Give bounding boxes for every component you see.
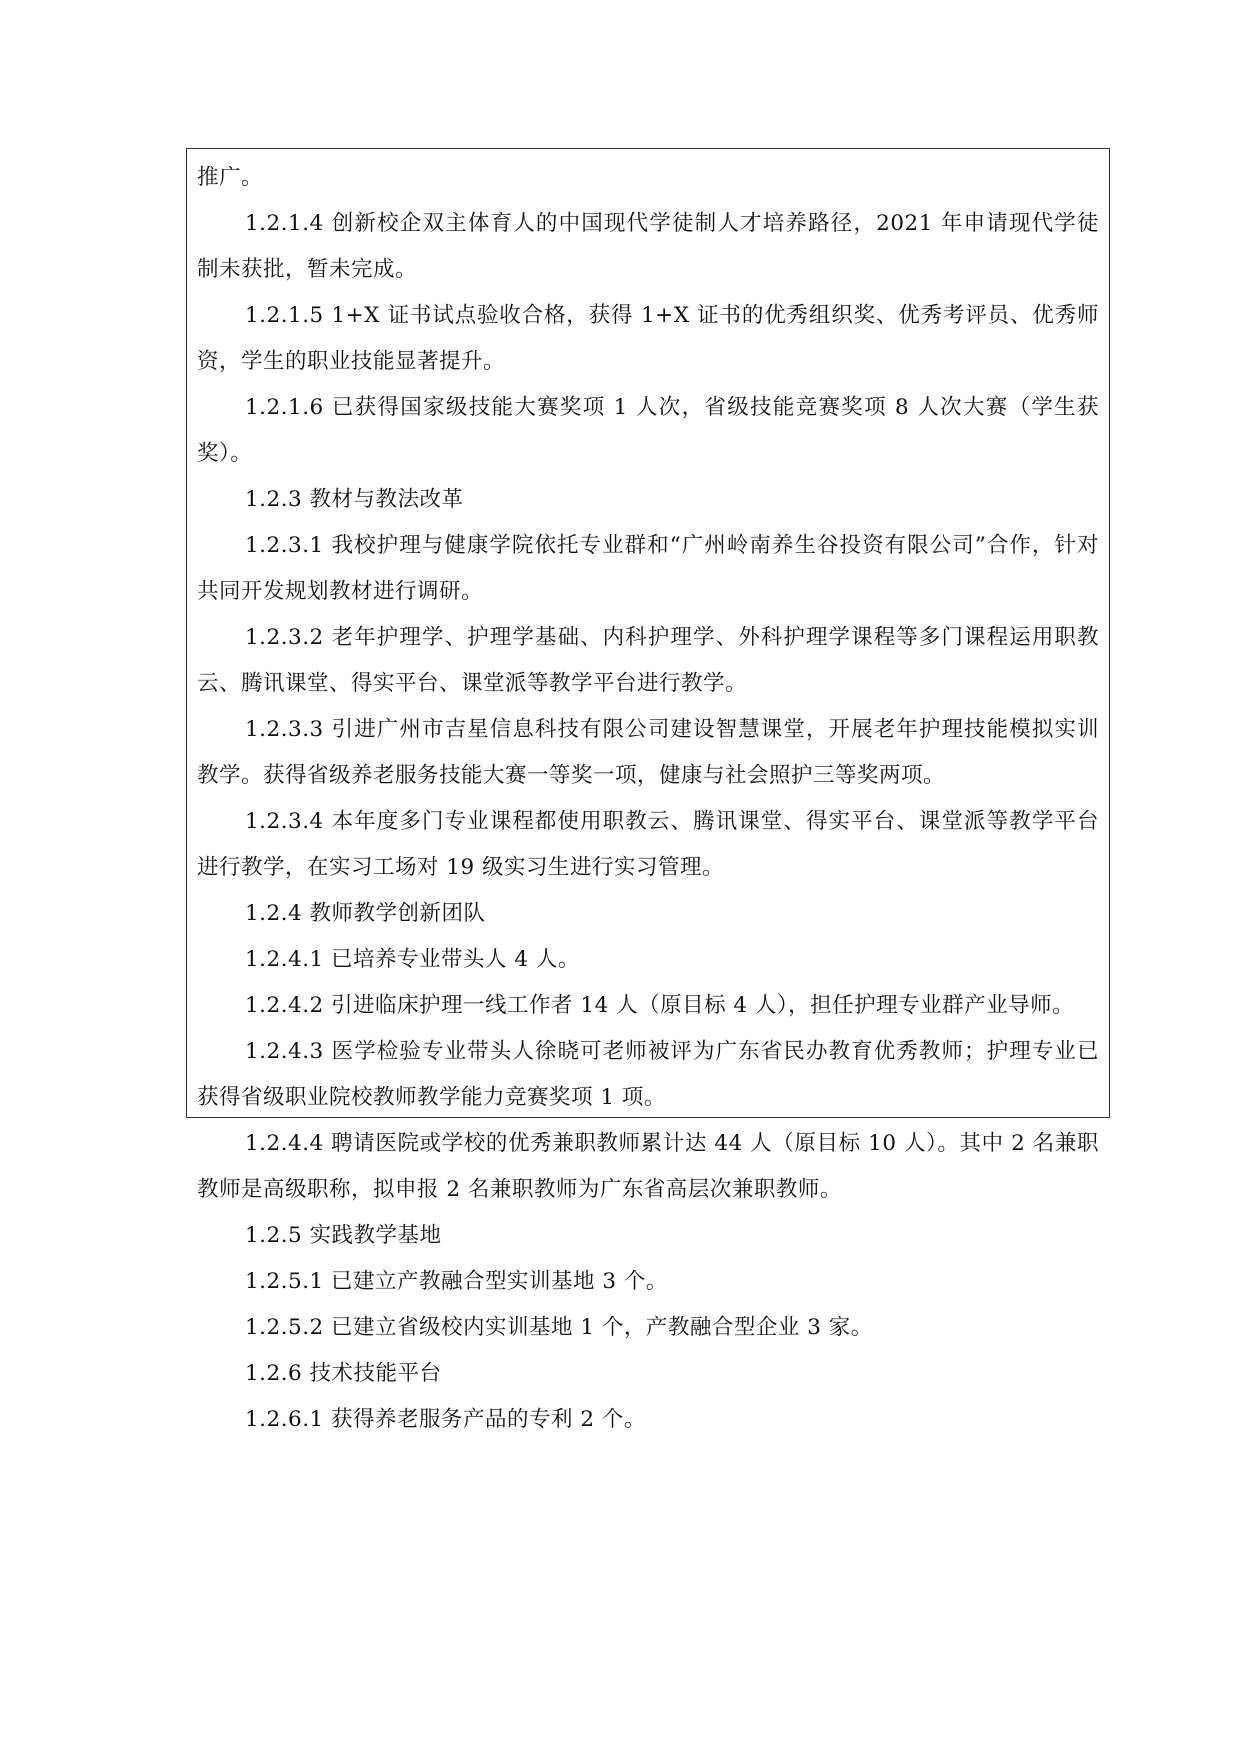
paragraph-1-2-4-3: 1.2.4.3 医学检验专业带头人徐晓可老师被评为广东省民办教育优秀教师；护理专业已获得省级职业院校教师教学能力竞赛奖项 1 项。 (197, 1039, 1099, 1110)
paragraph-1-2-4-4: 1.2.4.4 聘请医院或学校的优秀兼职教师累计达 44 人（原目标 10 人）。其中 2 名兼职教师是高级职称，拟申报 2 名兼职教师为广东省高层次兼职教师。 (197, 1131, 1099, 1202)
content-table-cell (186, 148, 1110, 1432)
paragraph-1-2-4-2: 1.2.4.2 引进临床护理一线工作者 14 人（原目标 4 人），担任护理专业群产业导师。 (245, 993, 1075, 1018)
paragraph-1-2-1-6: 1.2.1.6 已获得国家级技能大赛奖项 1 人次，省级技能竞赛奖项 8 人次大赛（学生获奖）。 (197, 395, 1099, 466)
paragraph-1-2-3-2: 1.2.3.2 老年护理学、护理学基础、内科护理学、外科护理学课程等多门课程运用职教云、腾讯课堂、得实平台、课堂派等教学平台进行教学。 (197, 625, 1099, 696)
paragraph-1-2-5-1: 1.2.5.1 已建立产教融合型实训基地 3 个。 (245, 1269, 668, 1294)
paragraph-1-2-4-1: 1.2.4.1 已培养专业带头人 4 人。 (245, 947, 580, 972)
paragraph-1-2-3-3: 1.2.3.3 引进广州市吉星信息科技有限公司建设智慧课堂，开展老年护理技能模拟实训教学。获得省级养老服务技能大赛一等奖一项，健康与社会照护三等奖两项。 (197, 717, 1099, 788)
heading-1-2-6: 1.2.6 技术技能平台 (245, 1361, 442, 1386)
paragraph-1-2-1-5: 1.2.1.5 1+X 证书试点验收合格，获得 1+X 证书的优秀组织奖、优秀考评员、优秀师资，学生的职业技能显著提升。 (197, 303, 1099, 374)
heading-1-2-5: 1.2.5 实践教学基地 (245, 1223, 442, 1248)
heading-1-2-4: 1.2.4 教师教学创新团队 (245, 901, 486, 926)
heading-1-2-3: 1.2.3 教材与教法改革 (245, 487, 464, 512)
paragraph-continuation: 推广。 (197, 165, 264, 190)
paragraph-1-2-1-4: 1.2.1.4 创新校企双主体育人的中国现代学徒制人才培养路径，2021 年申请现代学徒制未获批，暂未完成。 (197, 211, 1099, 282)
paragraph-1-2-6-1: 1.2.6.1 获得养老服务产品的专利 2 个。 (245, 1407, 646, 1432)
paragraph-1-2-3-4: 1.2.3.4 本年度多门专业课程都使用职教云、腾讯课堂、得实平台、课堂派等教学平台进行教学，在实习工场对 19 级实习生进行实习管理。 (197, 809, 1099, 880)
paragraph-1-2-3-1: 1.2.3.1 我校护理与健康学院依托专业群和“广州岭南养生谷投资有限公司”合作，针对共同开发规划教材进行调研。 (197, 533, 1099, 604)
paragraph-1-2-5-2: 1.2.5.2 已建立省级校内实训基地 1 个，产教融合型企业 3 家。 (245, 1315, 873, 1340)
